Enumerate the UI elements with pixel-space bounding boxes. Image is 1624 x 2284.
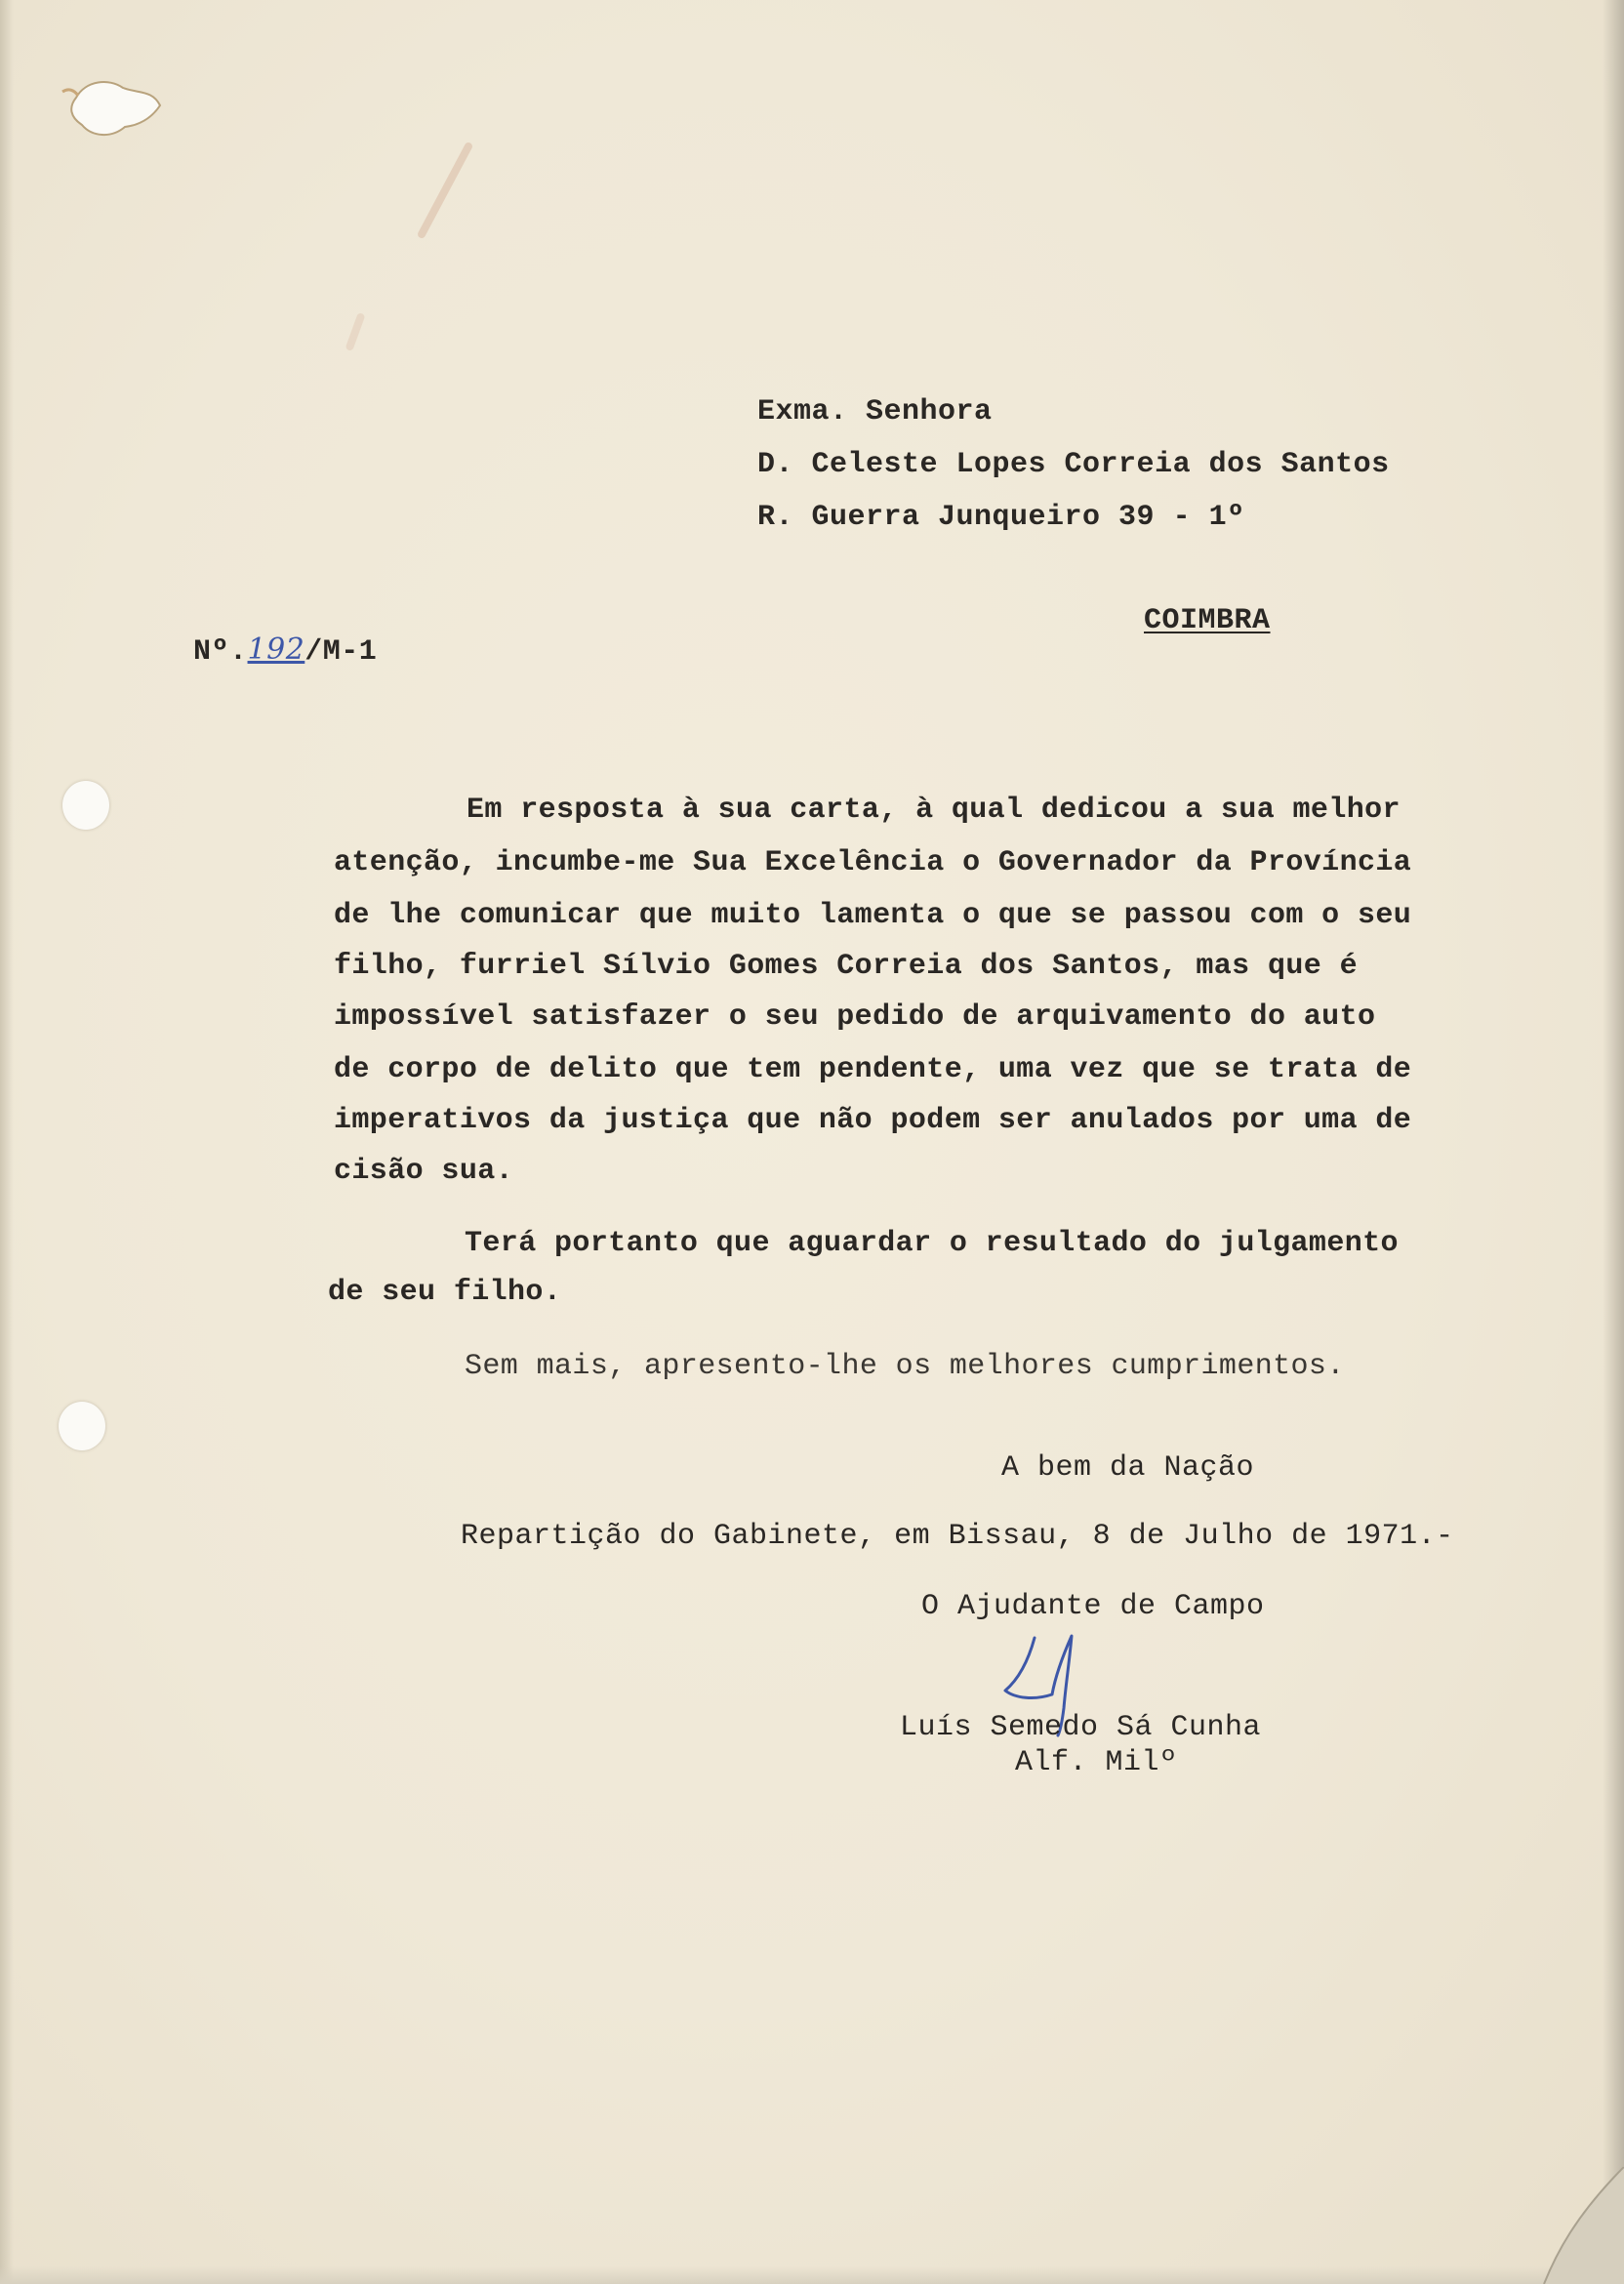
recipient-address: R. Guerra Junqueiro 39 - 1º (757, 501, 1245, 534)
recipient-name: D. Celeste Lopes Correia dos Santos (757, 448, 1390, 481)
body-line: de corpo de delito que tem pendente, uma vez que se trata de (334, 1053, 1412, 1086)
body-paragraph-3: Sem mais, apresento-lhe os melhores cumprimentos. (465, 1350, 1345, 1383)
recipient-city: COIMBRA (1144, 604, 1271, 637)
paper-edge-bottom (0, 2266, 1624, 2284)
closing-motto: A bem da Nação (1001, 1451, 1255, 1485)
paper-stain (417, 142, 474, 240)
page-corner-fold (1536, 2167, 1624, 2284)
body-line: imperativos da justiça que não podem ser anulados por uma de (334, 1104, 1412, 1137)
body-line: Terá portanto que aguardar o resultado do julgamento (465, 1227, 1399, 1260)
body-line: cisão sua. (334, 1155, 514, 1188)
reference-prefix: Nº. (193, 635, 248, 669)
body-line: filho, furriel Sílvio Gomes Correia dos Santos, mas que é (334, 950, 1358, 983)
body-line: Em resposta à sua carta, à qual dedicou a sua melhor (467, 794, 1401, 827)
body-line: de lhe comunicar que muito lamenta o que se passou com o seu (334, 899, 1412, 932)
closing-role: O Ajudante de Campo (921, 1590, 1265, 1623)
punch-hole (62, 781, 109, 830)
reference-handwritten-number: 192 (247, 632, 305, 667)
body-line: de seu filho. (328, 1276, 562, 1309)
reference-suffix: /M-1 (304, 635, 378, 669)
body-line: impossível satisfazer o seu pedido de arquivamento do auto (334, 1000, 1376, 1034)
recipient-salutation: Exma. Senhora (757, 395, 993, 428)
reference-number (121, 597, 377, 705)
paper-stain (345, 312, 365, 351)
torn-hole-icon (59, 68, 166, 146)
paper-edge-left (0, 0, 14, 2284)
signatory-name: Luís Semedo Sá Cunha (900, 1711, 1262, 1744)
body-line: atenção, incumbe-me Sua Excelência o Governador da Província (334, 846, 1412, 879)
closing-place-date: Repartição do Gabinete, em Bissau, 8 de Julho de 1971.- (461, 1520, 1454, 1553)
signatory-rank: Alf. Milº (1015, 1746, 1178, 1779)
punch-hole (59, 1402, 105, 1450)
paper-edge-right (1603, 0, 1624, 2284)
